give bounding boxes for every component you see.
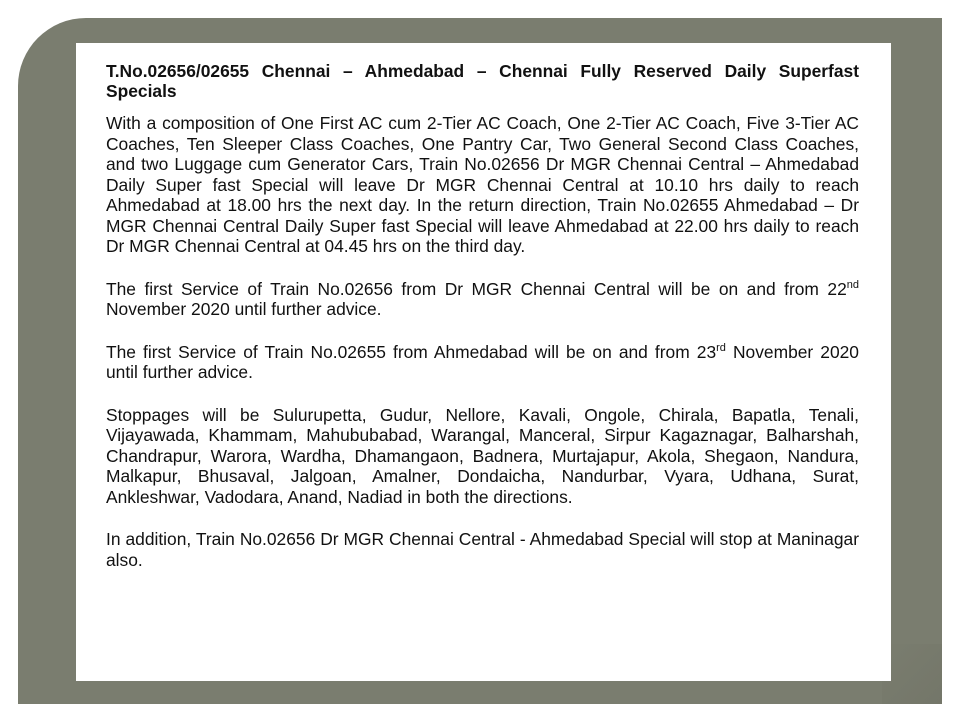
paragraph-stoppages: Stoppages will be Sulurupetta, Gudur, Nellore, Kavali, Ongole, Chirala, Bapatla, Tenali, Vijayawada, Khammam, Mahububabad, Warangal, Manceral, Sirpur Kagaznagar, Balharshah, Chandrapur, Warora, Wardha, Dhamangaon, Badnera, Murtajapur, Akola, Shegaon, Nandura, Malkapur, Bhusaval, Jalgoan, Amalner, Dondaicha, Nandurbar, Vyara, Udhana, Surat, Ankleshwar, Vadodara, Anand, Nadiad in both the directions. <box>106 404 859 507</box>
paragraph-additional-stop: In addition, Train No.02656 Dr MGR Chennai Central - Ahmedabad Special will stop at Maninagar also. <box>106 529 859 570</box>
paragraph-text-after: November 2020 until further advice. <box>106 299 382 319</box>
ordinal-suffix: nd <box>846 278 859 291</box>
paragraph-composition: With a composition of One First AC cum 2-Tier AC Coach, One 2-Tier AC Coach, Five 3-Tier AC Coaches, Ten Sleeper Class Coaches, One Pantry Car, Two General Second Class Coaches, and two Luggage cum Generator Cars, Train No.02656 Dr MGR Chennai Central – Ahmedabad Daily Super fast Special will leave Dr MGR Chennai Central at 10.10 hrs daily to reach Ahmedabad at 18.00 hrs the next day. In the return direction, Train No.02655 Ahmedabad – Dr MGR Chennai Central Daily Super fast Special will leave Ahmedabad at 22.00 hrs daily to reach Dr MGR Chennai Central at 04.45 hrs on the third day. <box>106 113 859 256</box>
document-title: T.No.02656/02655 Chennai – Ahmedabad – Chennai Fully Reserved Daily Superfast Specials <box>106 61 859 101</box>
ordinal-suffix: rd <box>716 341 726 354</box>
paragraph-text-after: November 2020 until further advice. <box>106 341 859 382</box>
document-page <box>76 43 891 681</box>
paragraph-first-service-02655 <box>106 342 859 383</box>
paragraph-first-service-02656 <box>106 279 859 320</box>
paragraph-text-before: The first Service of Train No.02656 from Dr MGR Chennai Central will be on and from 22 <box>106 278 847 299</box>
paragraph-text-before: The first Service of Train No.02655 from Ahmedabad will be on and from 23 <box>106 341 717 362</box>
